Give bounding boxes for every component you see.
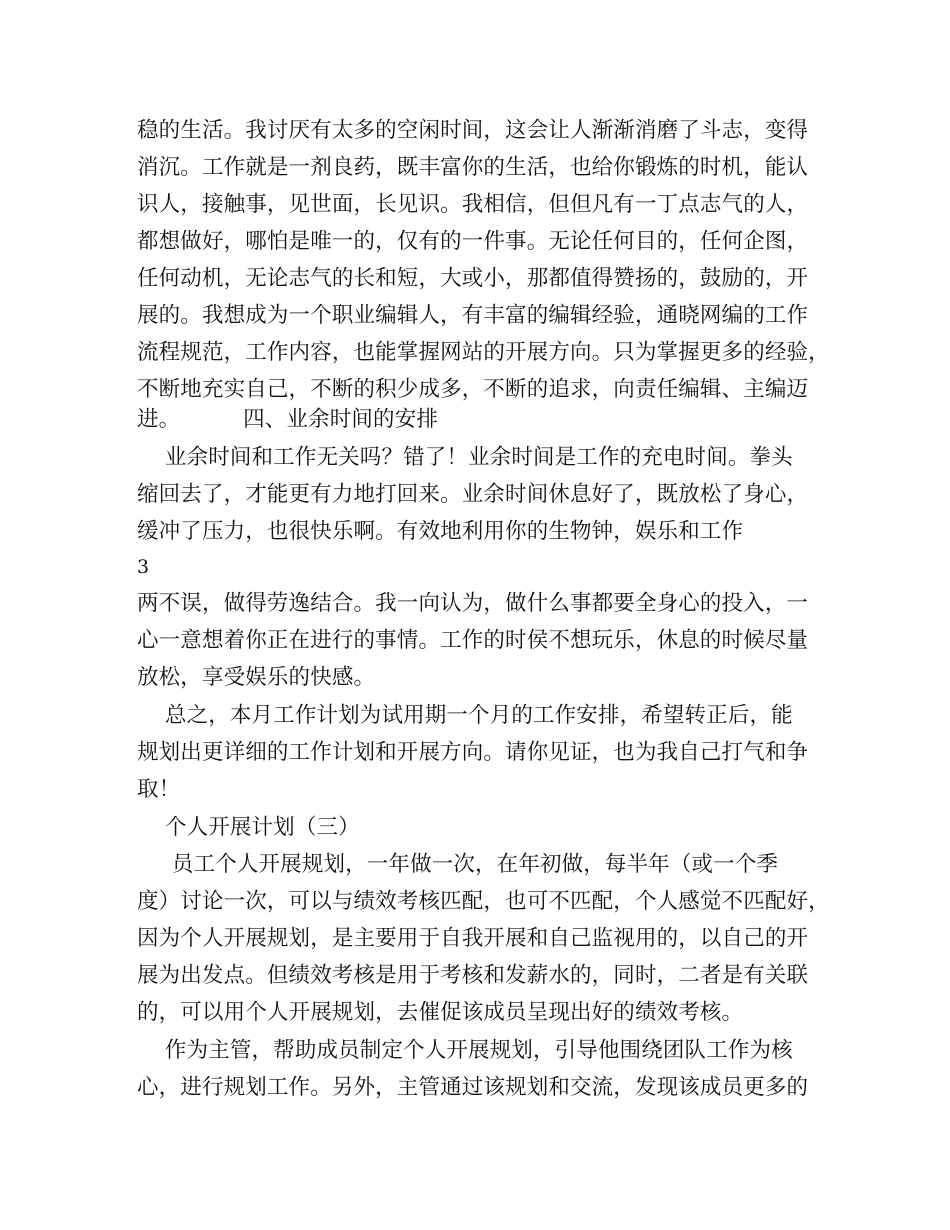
text-line: 的，可以用个人开展规划，去催促该成员呈现出好的绩效考核。 bbox=[137, 1000, 744, 1025]
text-line: 两不误，做得劳逸结合。我一向认为，做什么事都要全身心的投入，一 bbox=[137, 591, 809, 616]
text-line: 业余时间和工作无关吗？错了！业余时间是工作的充电时间。拳头 bbox=[137, 445, 793, 470]
text-line: 展为出发点。但绩效考核是用于考核和发薪水的，同时，二者是有关联 bbox=[137, 963, 809, 988]
text-line: 任何动机，无论志气的长和短，大或小，那都值得赞扬的，鼓励的，开 bbox=[137, 266, 809, 291]
text-line: 取！ bbox=[137, 777, 181, 802]
text-line: 放松，享受娱乐的快感。 bbox=[137, 665, 376, 690]
text-line: 度）讨论一次，可以与绩效考核匹配，也可不匹配，个人感觉不匹配好， bbox=[137, 889, 830, 914]
text-line: 心一意想着你正在进行的事情。工作的时侯不想玩乐，休息的时候尽量 bbox=[137, 628, 809, 653]
text-line: 缩回去了，才能更有力地打回来。业余时间休息好了，既放松了身心， bbox=[137, 482, 809, 507]
text-line: 因为个人开展规划，是主要用于自我开展和自己监视用的，以自己的开 bbox=[137, 926, 809, 951]
text-line: 员工个人开展规划，一年做一次，在年初做，每半年（或一个季 bbox=[137, 852, 779, 877]
section-heading: 个人开展计划（三） bbox=[137, 815, 360, 840]
text-line: 作为主管，帮助成员制定个人开展规划，引导他围绕团队工作为核 bbox=[137, 1038, 793, 1063]
text-line: 心，进行规划工作。另外，主管通过该规划和交流，发现该成员更多的 bbox=[137, 1075, 809, 1100]
text-line: 规划出更详细的工作计划和开展方向。请你见证，也为我自己打气和争 bbox=[137, 740, 809, 765]
text-line: 流程规范，工作内容，也能掌握网站的开展方向。只为掌握更多的经验， bbox=[137, 340, 830, 365]
text-line: 不断地充实自己，不断的积少成多，不断的追求，向责任编辑、主编迈 bbox=[137, 377, 809, 402]
text-line: 稳的生活。我讨厌有太多的空闲时间，这会让人渐渐消磨了斗志，变得 bbox=[137, 118, 809, 143]
text-line: 缓冲了压力，也很快乐啊。有效地利用你的生物钟，娱乐和工作 bbox=[137, 519, 744, 544]
text-line: 展的。我想成为一个职业编辑人，有丰富的编辑经验，通晓网编的工作 bbox=[137, 303, 809, 328]
section-heading-line: 进。 四、业余时间的安排 bbox=[137, 407, 439, 432]
text-line: 总之，本月工作计划为试用期一个月的工作安排，希望转正后，能 bbox=[137, 703, 793, 728]
text-line: 消沉。工作就是一剂良药，既丰富你的生活，也给你锻炼的时机，能认 bbox=[137, 155, 809, 180]
page-number: 3 bbox=[137, 556, 150, 578]
text-line: 都想做好，哪怕是唯一的，仅有的一件事。无论任何目的，任何企图， bbox=[137, 229, 809, 254]
text-line: 识人，接触事，见世面，长见识。我相信，但但凡有一丁点志气的人， bbox=[137, 192, 809, 217]
